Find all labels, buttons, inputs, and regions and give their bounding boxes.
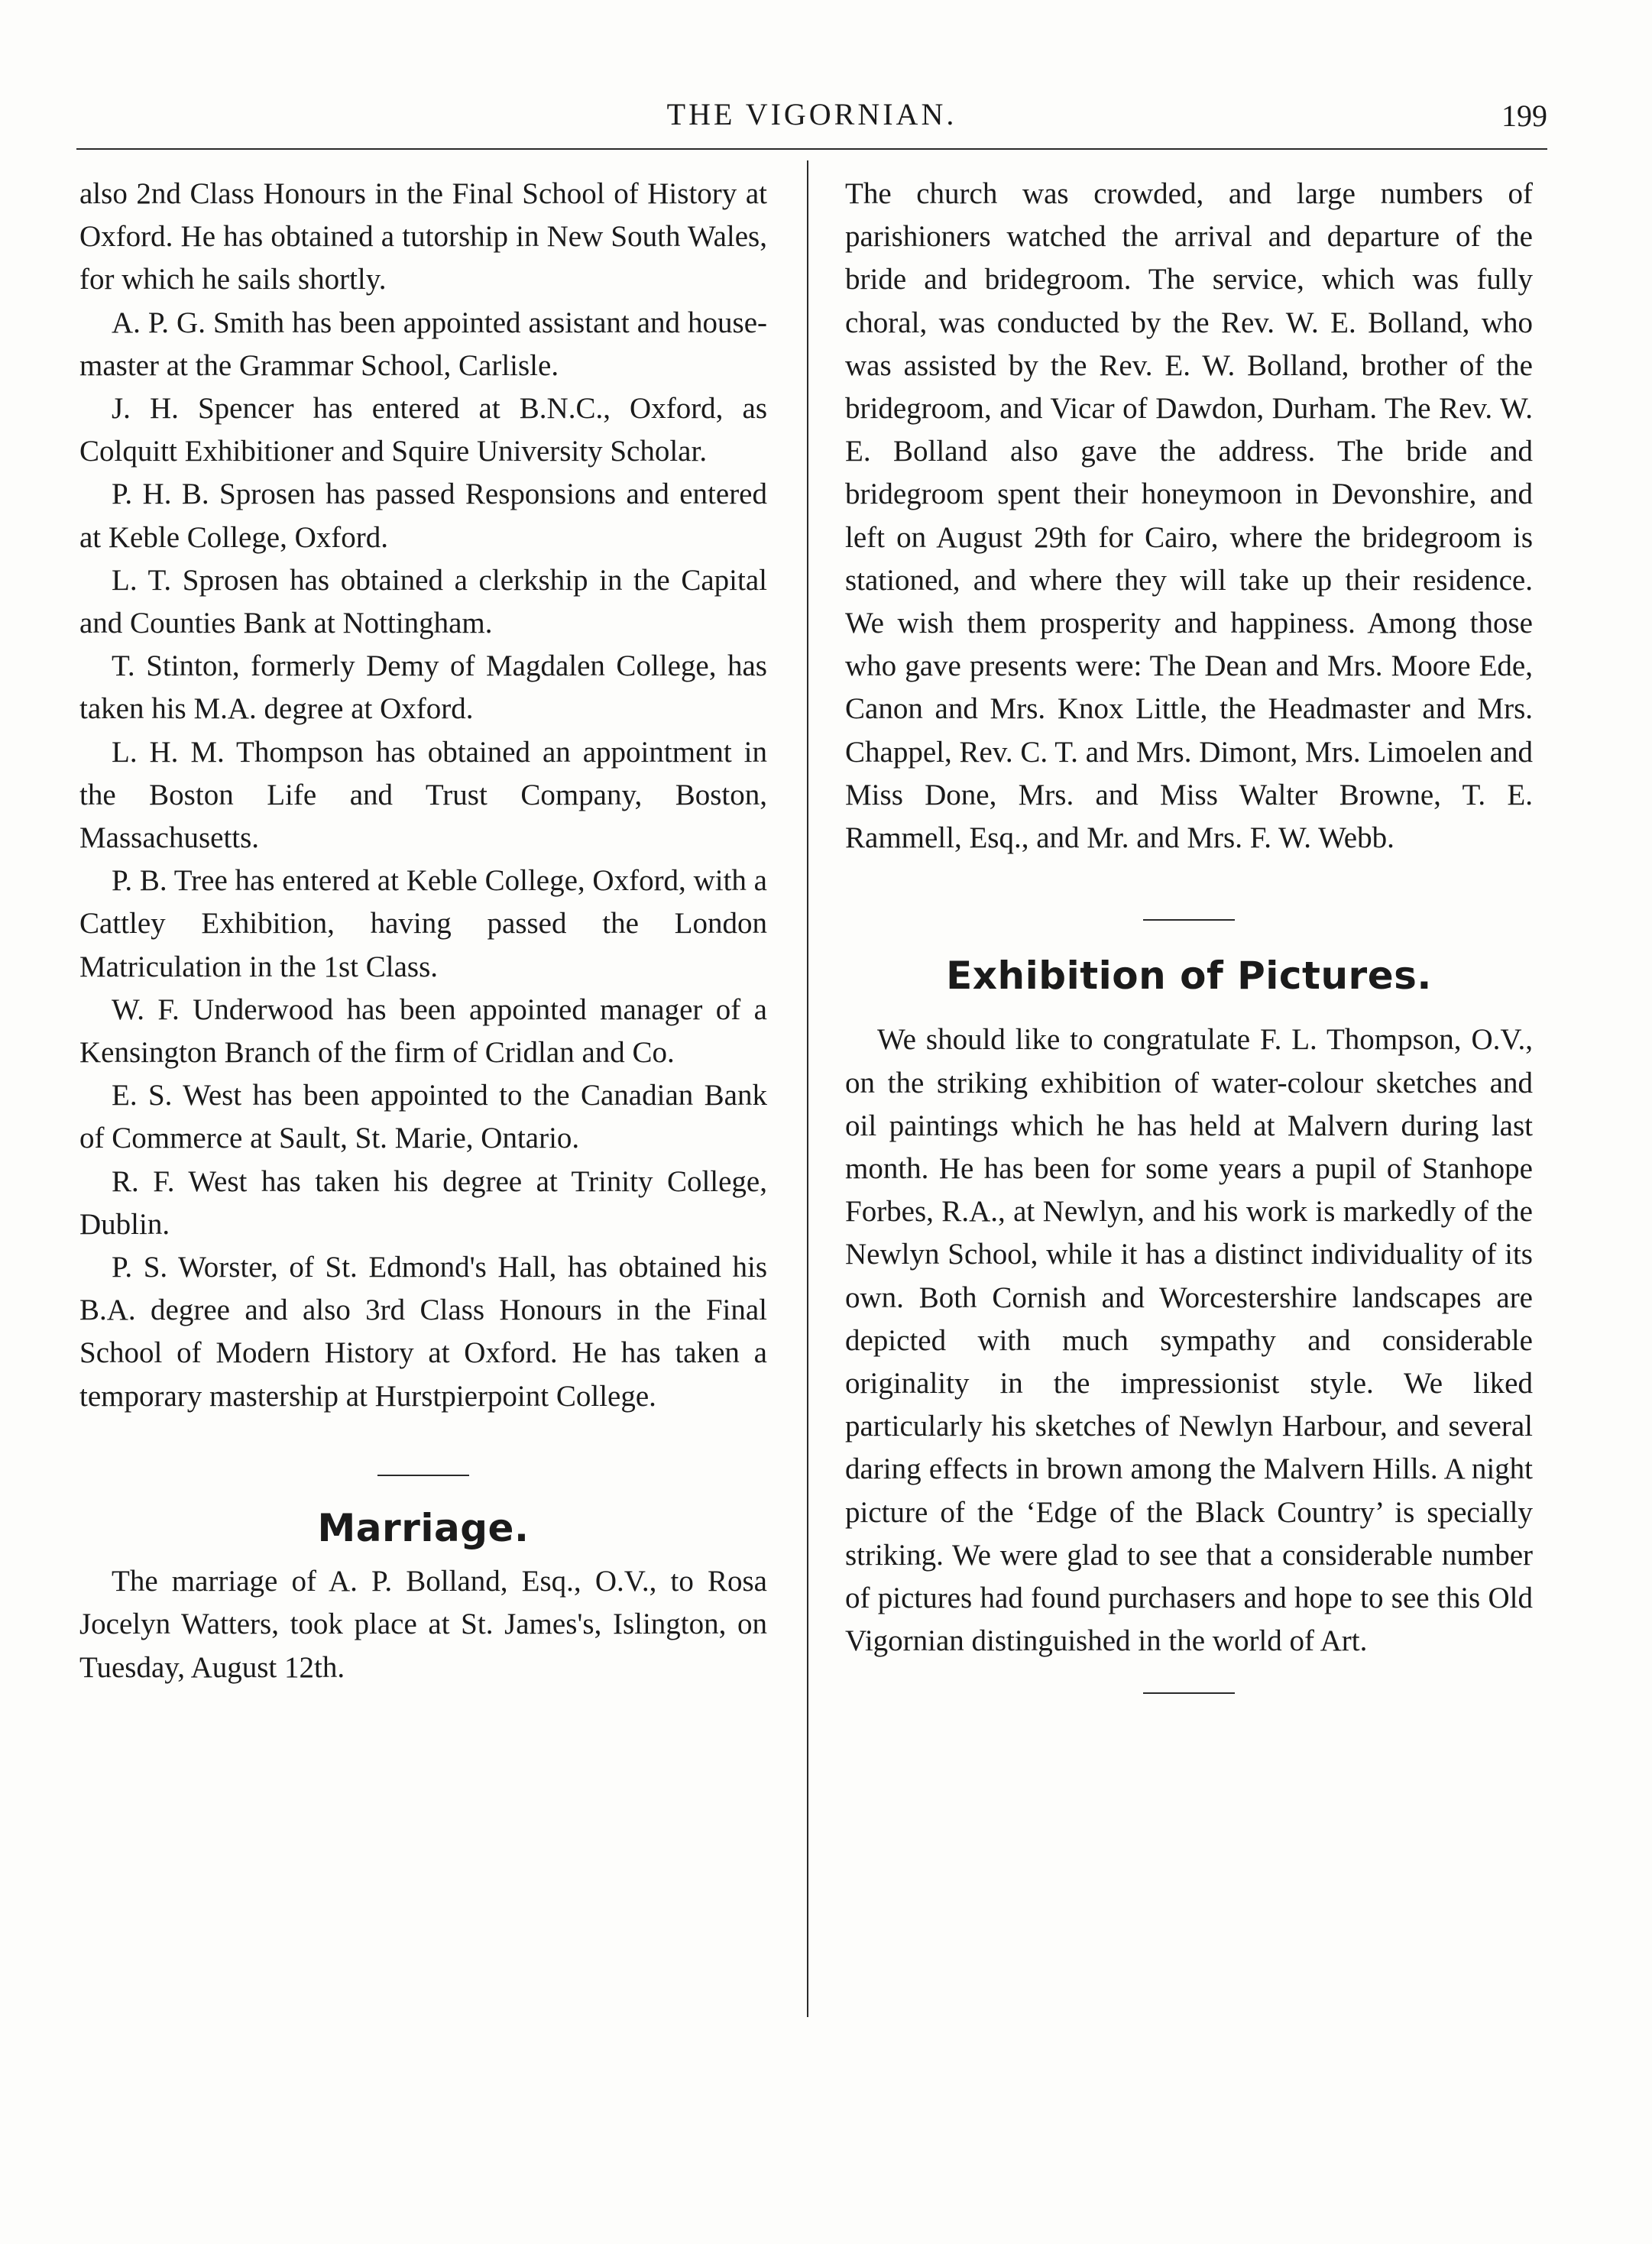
running-head bbox=[76, 96, 1547, 142]
right-column bbox=[845, 173, 1533, 1694]
paragraph-es-west: E. S. West has been appointed to the Canadian Bank of Commerce at Sault, St. Marie, Ontario. bbox=[79, 1079, 767, 1155]
paragraph-underwood: W. F. Underwood has been appointed manager of a Kensington Branch of the firm of Cridlan and Co. bbox=[79, 992, 767, 1070]
section-divider bbox=[377, 1475, 469, 1476]
paragraph-worster: P. S. Worster, of St. Edmond's Hall, has obtained his B.A. degree and also 3rd Class Honours in the Final School of Modern History at Oxford. He has taken a temporary mastership at Hurstpierpoint College. bbox=[79, 1251, 767, 1413]
journal-title: THE VIGORNIAN. bbox=[666, 97, 957, 131]
left-column bbox=[79, 173, 767, 1689]
paragraph-phb-sprosen: P. H. B. Sprosen has passed Responsions and entered at Keble College, Oxford. bbox=[79, 478, 767, 554]
section-divider bbox=[1143, 1692, 1235, 1694]
paragraph-continued-honours: also 2nd Class Honours in the Final School of History at Oxford. He has obtained a tutorship in New South Wales, for which he sails shortly. bbox=[79, 177, 767, 296]
header-rule bbox=[76, 148, 1547, 150]
page-number: 199 bbox=[1501, 99, 1547, 133]
marriage-heading: Marriage. bbox=[317, 1505, 530, 1550]
paragraph-spencer: J. H. Spencer has entered at B.N.C., Oxford, as Colquitt Exhibitioner and Squire University Scholar. bbox=[79, 392, 767, 468]
paragraph-exhibition: We should like to congratulate F. L. Thompson, O.V., on the striking exhibition of water-colour sketches and oil paintings which he has held at Malvern during last month. He has been for some years a pupil of Stanhope Forbes, R.A., at Newlyn, and his work is markedly of the Newlyn School, while it has a distinct individuality of its own. Both Cornish and Worcestershire landscapes are depicted with much sympathy and considerable originality in the impressionist style. We liked particularly his sketches of Newlyn Harbour, and several daring effects in brown among the Malvern Hills. A night picture of the ‘Edge of the Black Country’ is specially striking. We were glad to see that a considerable number of pictures had found purchasers and hope to see this Old Vigornian distinguished in the world of Art. bbox=[845, 1023, 1533, 1658]
paragraph-marriage: The marriage of A. P. Bolland, Esq., O.V., to Rosa Jocelyn Watters, took place at St. James's, Islington, on Tuesday, August 12th. bbox=[79, 1565, 767, 1684]
paragraph-thompson: L. H. M. Thompson has obtained an appointment in the Boston Life and Trust Company, Boston, Massachusetts. bbox=[79, 735, 767, 855]
paragraph-tree: P. B. Tree has entered at Keble College, Oxford, with a Cattley Exhibition, having passed the London Matriculation in the 1st Class. bbox=[79, 864, 767, 983]
paragraph-rf-west: R. F. West has taken his degree at Trinity College, Dublin. bbox=[79, 1164, 767, 1241]
column-divider bbox=[807, 160, 808, 2017]
paragraph-smith: A. P. G. Smith has been appointed assistant and house-master at the Grammar School, Carlisle. bbox=[79, 306, 767, 382]
paragraph-lt-sprosen: L. T. Sprosen has obtained a clerkship in the Capital and Counties Bank at Nottingham. bbox=[79, 563, 767, 640]
section-divider bbox=[1143, 919, 1235, 921]
paragraph-stinton: T. Stinton, formerly Demy of Magdalen College, has taken his M.A. degree at Oxford. bbox=[79, 649, 767, 726]
paragraph-marriage-continued: The church was crowded, and large numbers of parishioners watched the arrival and departure of the bride and bridegroom. The service, which was fully choral, was conducted by the Rev. W. E. Bolland, who was assisted by the Rev. E. W. Bolland, brother of the bridegroom, and Vicar of Dawdon, Durham. The Rev. W. E. Bolland also gave the address. The bride and bridegroom spent their honeymoon in Devonshire, and left on August 29th for Cairo, where the bridegroom is stationed, and where they will take up their residence. We wish them prosperity and happiness. Among those who gave presents were: The Dean and Mrs. Moore Ede, Canon and Mrs. Knox Little, the Headmaster and Mrs. Chappel, Rev. C. T. and Mrs. Dimont, Mrs. Limoelen and Miss Done, Mrs. and Miss Walter Browne, T. E. Rammell, Esq., and Mr. and Mrs. F. W. Webb. bbox=[845, 177, 1533, 855]
exhibition-heading: Exhibition of Pictures. bbox=[946, 954, 1432, 999]
